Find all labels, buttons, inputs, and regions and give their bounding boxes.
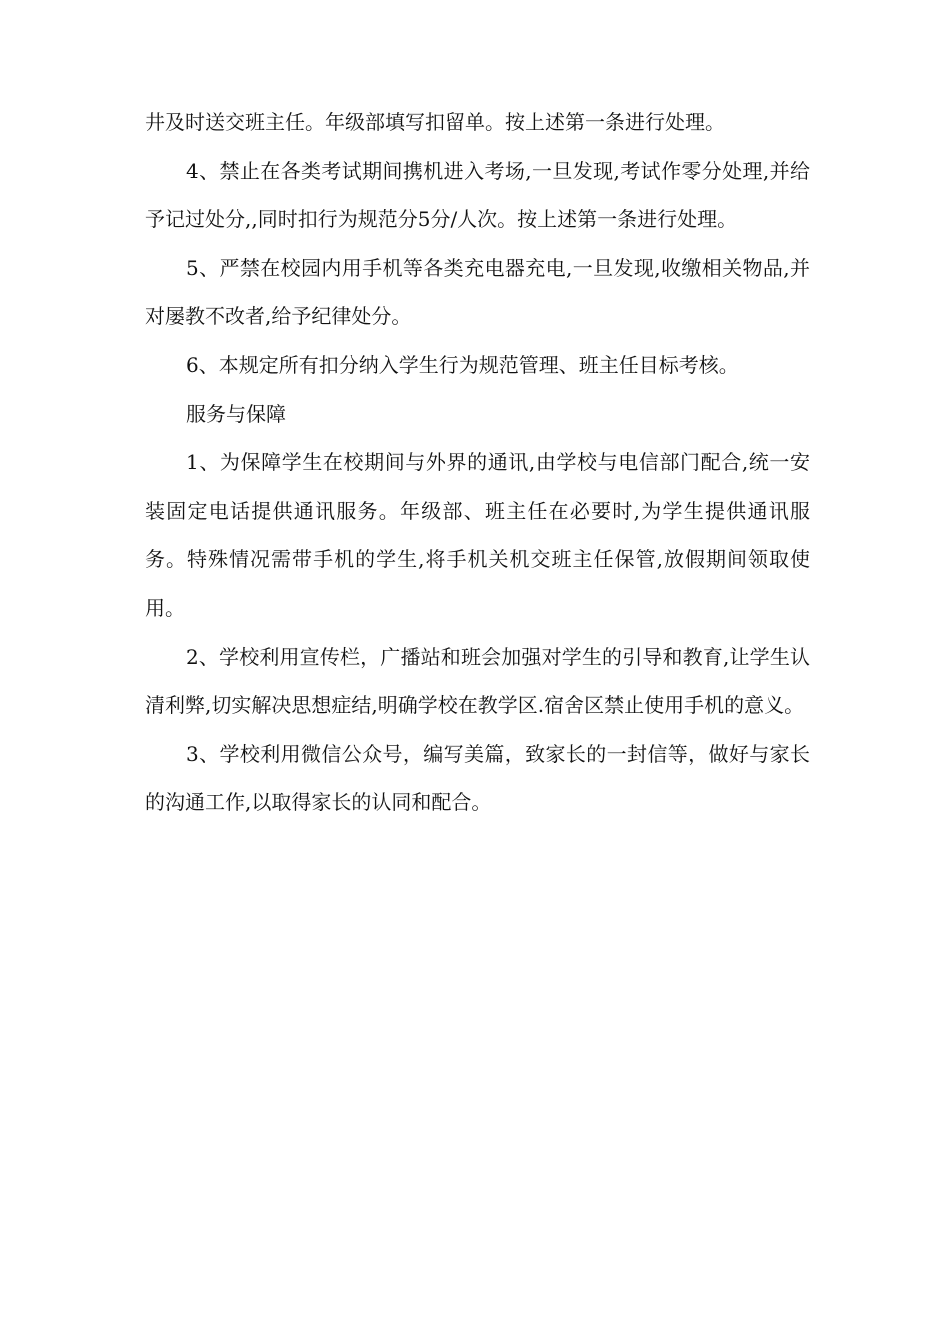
paragraph-rule-5: 5、严禁在校园内用手机等各类充电器充电,一旦发现,收缴相关物品,并对屡教不改者,给予纪律处分。 bbox=[145, 255, 810, 329]
document-body bbox=[145, 98, 810, 827]
paragraph-service-2: 2、学校利用宣传栏，广播站和班会加强对学生的引导和教育,让学生认清利弊,切实解决思想症结,明确学校在教学区.宿舍区禁止使用手机的意义。 bbox=[145, 644, 810, 718]
section-heading: 服务与保障 bbox=[186, 401, 286, 426]
paragraph-service-3: 3、学校利用微信公众号，编写美篇，致家长的一封信等，做好与家长的沟通工作,以取得家长的认同和配合。 bbox=[145, 741, 810, 815]
paragraph-rule-6: 6、本规定所有扣分纳入学生行为规范管理、班主任目标考核。 bbox=[186, 352, 739, 377]
paragraph-rule-4: 4、禁止在各类考试期间携机进入考场,一旦发现,考试作零分处理,并给予记过处分,,同时扣行为规范分5分/人次。按上述第一条进行处理。 bbox=[145, 158, 810, 232]
paragraph-service-1: 1、为保障学生在校期间与外界的通讯,由学校与电信部门配合,统一安装固定电话提供通讯服务。年级部、班主任在必要时,为学生提供通讯服务。特殊情况需带手机的学生,将手机关机交班主任保管,放假期间领取使用。 bbox=[145, 450, 810, 620]
paragraph-continuation: 井及时送交班主任。年级部填写扣留单。按上述第一条进行处理。 bbox=[145, 110, 725, 134]
